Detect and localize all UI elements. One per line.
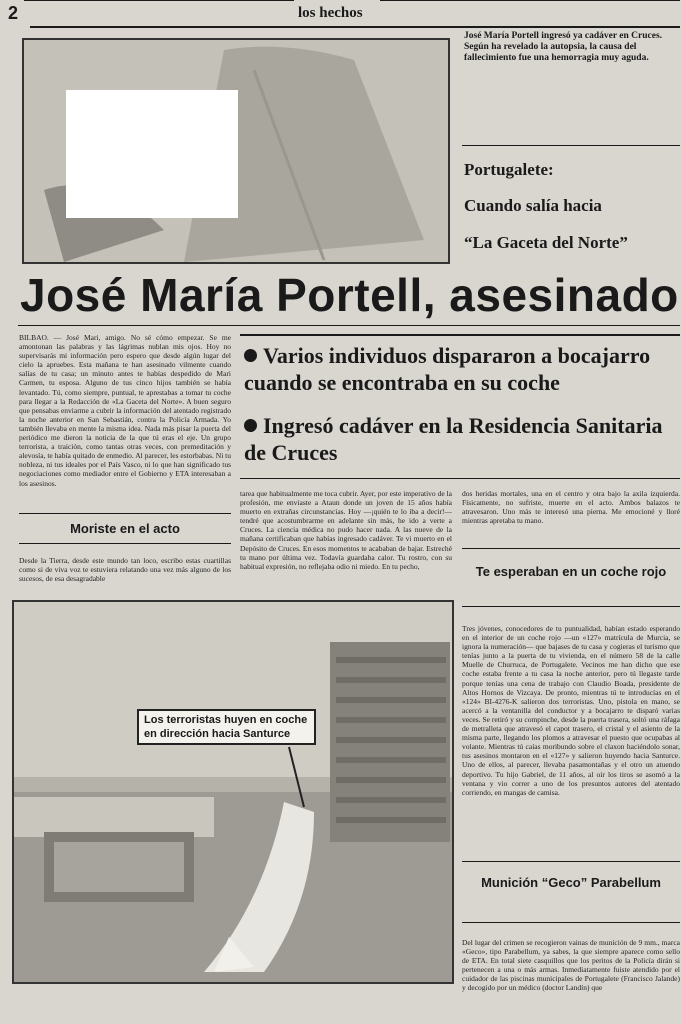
kicker-rule [462, 145, 680, 146]
page-number: 2 [8, 3, 19, 23]
kicker-line: Cuando salía hacia [464, 196, 602, 215]
deck-item-2-text: Ingresó cadáver en la Residencia Sanitaria de Cruces [244, 413, 663, 465]
subhead-moriste: Moriste en el acto [70, 521, 180, 536]
street-photo-art [14, 602, 452, 982]
moriste-rule-bottom [19, 543, 231, 544]
top-photo-caption: José María Portell ingresó ya cadáver en Cruces. Según ha revelado la autopsia, la causa del fallecimiento fue una hemorragia muy aguda. [464, 31, 663, 63]
deck-rule-bottom [240, 478, 680, 479]
top-rule-right [380, 0, 680, 1]
esperaban-rule-bottom [462, 606, 680, 607]
municion-text: Del lugar del crimen se recogieron vainas de munición de 9 mm., marca «Geco», tipo Parabellum, ya sabes, la que siempre aparece como sello de ETA. En total siete casquillos que los peritos de la Policía dirán si pertenecen a una o más armas. Inmediatamente fuiste atendido por el cuidador de las piscinas municipales de Portugalete (Francisco Jalande) y decogido por un médico (doctor Landín) que [462, 938, 680, 993]
col3-text: dos heridas mortales, una en el centro y otra bajo la axila izquierda. Físicamente, no sufriste, muerte en el acto. Ambos balazos te atravesaron. Uno más te interesó una pierna. Me emocioné y lloré mientras apretaba tu mano. [462, 489, 680, 526]
moriste-text: Desde la Tierra, desde este mundo tan loco, escribo estas cuartillas como si de viva voz te estuviera relatando una vez más alguno de los sucesos, de esa desagradable [19, 556, 231, 584]
redaction-box [66, 90, 238, 218]
kicker-newspaper: “La Gaceta del Norte” [464, 233, 628, 252]
photo-callout: Los terroristas huyen en coche en dirección hacia Santurce [137, 709, 316, 745]
headline: José María Portell, asesinado [20, 269, 679, 321]
headline-rule [18, 325, 680, 326]
col2-text: tarea que habitualmente me toca cubrir. Ayer, por este imperativo de la profesión, me enviaste a Ataun donde un joven de 15 años había muerto en extrañas circunstancias. Hoy —¡quién te lo iba a decir!— tendré que acostumbrarme en adelante sin más, he ido a verte a Cruces. La ciencia médica no pudo hacer nada. A las nueve de la mañana certificaban que habías ingresado cadáver. Te vi muerto en el Depósito de Cruces. En esos momentos te acababan de bajar. Estreché tu mano por última vez. Todavía guardaba calor. Tu rostro, con su habitual expresión, no reflejaba odio ni miedo. En tu pecho, [240, 489, 452, 571]
subhead-municion: Munición “Geco” Parabellum [481, 875, 661, 890]
bullet-icon [244, 349, 257, 362]
deck-item-1-text: Varios individuos dispararon a bocajarro cuando se encontraba en su coche [244, 343, 651, 395]
bullet-icon [244, 419, 257, 432]
deck-item-1 [244, 342, 680, 396]
municion-rule-bottom [462, 922, 680, 923]
top-rule-left [24, 0, 294, 1]
moriste-rule-top [19, 513, 231, 514]
masthead-rule [30, 26, 680, 28]
deck-rule-top [240, 334, 680, 336]
section-title: los hechos [298, 5, 363, 21]
municion-rule-top [462, 861, 680, 862]
esperaban-text: Tres jóvenes, conocedores de tu puntualidad, habían estado esperando en el interior de un coche rojo —un «127» matrícula de Murcia, se ignora la numeración— que bajases de tu casa y cogieras el turismo que tenías junto a la puerta de tu vivienda, en el número 58 de la calle Muelle de Churruca, de Portugalete. Vecinos me han dicho que ese coche estaba frente a tu casa la noche anterior, pero tú llegaste tarde porque tenías una cena de trabajo con Claudio Boada, presidente de Altos Hornos de Vizcaya. De pronto, mientras tú te introducías en el «124» BI-4276-K salieron dos terroristas. Uno, pistola en mano, se acercó a la ventanilla del conductor y a bocajarro te disparó varias veces. Se retiró y su compinche, desde la puerta trasera, soltó una ráfaga de metralleta que atravesó el capot trasero, el cristal y el asiento de la misma parte, llegando los plomos a atravesar el puesto que ocupabas al volante. Mientras tú caías moribundo sobre el claxon haciéndolo sonar, tus asesinos montaron en el «127» y salieron huyendo hacia Santurce. Uno de ellos, al parecer, llevaba pasamontañas y el otro un atuendo deportivo. Tu hijo Gabriel, de 11 años, al oír los tiros se asomó a la ventana y vio correr a uno de los presuntos autores del atentado corriendo, en mangas de camisa. [462, 624, 680, 797]
esperaban-rule-top [462, 548, 680, 549]
street-photo [12, 600, 454, 984]
intro-text: BILBAO. — José Mari, amigo. No sé cómo empezar. Se me amontonan las palabras y las lágrimas nublan mis ojos. Hoy no supervisarás mi información pero espero que desde algún lugar del cielo la apruebes. Esta mañana te han asesinado vilmente cuando salías de tu casa; un minuto antes te habías despedido de Mari Carmen, tu esposa. Alguno de tus cinco hijos también se había levantado. Tú, como siempre, puntual, te aprestabas a tomar tu coche para llegar a la Redacción de «La Gaceta del Norte». A buen seguro que pensabas enviarme a cubrir la información del atentado registrado la noche anterior en San Sebastián, contra la Policía Armada. Yo también llevaba en mente la misma idea. Nada más pisar la puerta del periódico me dieron la noticia de la que tú eras el eje. Un grupo terrorista, a traición, como tantas otras veces, con premeditación y alevosía, te había quitado de enmedio. Al parecer, les estorbabas. Ni tu nobleza, ni tus ideales por el País Vasco, ni lo que han significado tus negociaciones como mediador entre el Gobierno y ETA interesaban a los asesinos. [19, 333, 231, 488]
kicker-location: Portugalete: [464, 160, 554, 179]
subhead-esperaban: Te esperaban en un coche rojo [475, 564, 667, 579]
deck-item-2 [244, 412, 680, 466]
